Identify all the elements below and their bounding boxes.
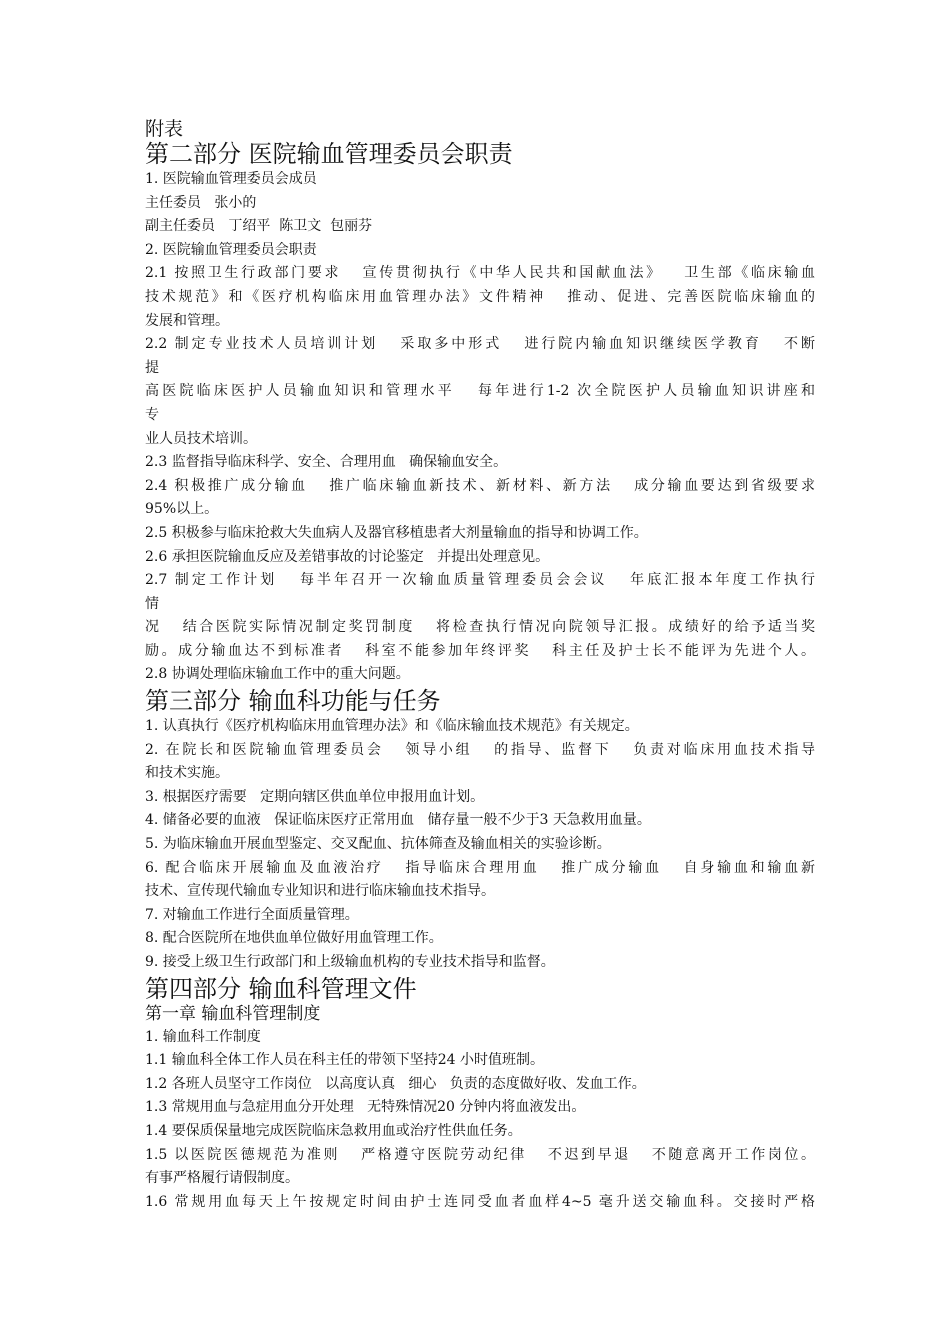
body-line: 1. 认真执行《医疗机构临床用血管理办法》和《临床输血技术规范》有关规定。 <box>145 718 639 735</box>
body-line: 5. 为临床输血开展血型鉴定、交叉配血、抗体筛查及输血相关的实验诊断。 <box>145 836 611 853</box>
body-line: 2.5 积极参与临床抢救大失血病人及器官移植患者大剂量输血的指导和协调工作。 <box>145 524 648 541</box>
document-page <box>145 118 815 1214</box>
body-line: 况 结合医院实际情况制定奖罚制度 将检查执行情况向院领导汇报。成绩好的给予适当奖 <box>145 619 815 636</box>
body-line: 有事严格履行请假制度。 <box>145 1170 299 1187</box>
body-line: 1. 输血科工作制度 <box>145 1028 261 1045</box>
body-line: 4. 储备必要的血液 保证临床医疗正常用血 储存量一般不少于3 天急救用血量。 <box>145 812 651 829</box>
body-line: 3. 根据医疗需要 定期向辖区供血单位申报用血计划。 <box>145 788 485 805</box>
body-line: 9. 接受上级卫生行政部门和上级输血机构的专业技术指导和监督。 <box>145 954 555 970</box>
body-line: 1.2 各班人员坚守工作岗位 以高度认真 细心 负责的态度做好收、发血工作。 <box>145 1075 646 1092</box>
part4-body <box>145 1026 815 1215</box>
body-line: 1.6 常规用血每天上午按规定时间由护士连同受血者血样4~5 毫升送交输血科。交接时严格 <box>145 1193 815 1210</box>
body-line: 2.2 制定专业技术人员培训计划 采取多中形式 进行院内输血知识继续医学教育 不断 <box>145 336 815 353</box>
body-line: 95%以上。 <box>145 501 219 518</box>
body-line: 业人员技术培训。 <box>145 430 257 447</box>
body-line: 2.3 监督指导临床科学、安全、合理用血 确保输血安全。 <box>145 454 508 471</box>
body-line: 主任委员 张小的 <box>145 194 257 211</box>
body-line: 1.1 输血科全体工作人员在科主任的带领下坚持24 小时值班制。 <box>145 1052 544 1069</box>
part4-heading: 第四部分 输血科管理文件 <box>145 974 417 1003</box>
body-line: 高医院临床医护人员输血知识和管理水平 每年进行1-2 次全院医护人员输血知识讲座和 <box>145 383 815 400</box>
body-line: 专 <box>145 406 159 423</box>
body-line: 技术规范》和《医疗机构临床用血管理办法》文件精神 推动、促进、完善医院临床输血的 <box>145 288 815 305</box>
part3-body <box>145 715 815 975</box>
body-line: 2.7 制定工作计划 每半年召开一次输血质量管理委员会会议 年底汇报本年度工作执行 <box>145 572 815 589</box>
body-line: 2. 医院输血管理委员会职责 <box>145 241 317 258</box>
body-line: 副主任委员 丁绍平 陈卫文 包丽芬 <box>145 218 373 235</box>
body-line: 7. 对输血工作进行全面质量管理。 <box>145 906 359 923</box>
body-line: 2.4 积极推广成分输血 推广临床输血新技术、新材料、新方法 成分输血要达到省级要求 <box>145 477 815 494</box>
body-line: 提 <box>145 359 159 376</box>
chapter-heading: 第一章 输血科管理制度 <box>145 1003 321 1024</box>
part2-body <box>145 168 815 687</box>
body-line: 2.8 协调处理临床输血工作中的重大问题。 <box>145 666 410 683</box>
body-line: 1. 医院输血管理委员会成员 <box>145 171 317 187</box>
body-line: 技术、宣传现代输血专业知识和进行临床输血技术指导。 <box>145 883 495 900</box>
body-line: 1.5 以医院医德规范为准则 严格遵守医院劳动纪律 不迟到早退 不随意离开工作岗位。 <box>145 1146 815 1163</box>
body-line: 励。成分输血达不到标准者 科室不能参加年终评奖 科主任及护士长不能评为先进个人。 <box>145 642 815 659</box>
part3-heading: 第三部分 输血科功能与任务 <box>145 687 441 716</box>
body-line: 1.3 常规用血与急症用血分开处理 无特殊情况20 分钟内将血液发出。 <box>145 1099 586 1116</box>
body-line: 8. 配合医院所在地供血单位做好用血管理工作。 <box>145 930 443 947</box>
body-line: 和技术实施。 <box>145 765 229 782</box>
body-line: 2.1 按照卫生行政部门要求 宣传贯彻执行《中华人民共和国献血法》 卫生部《临床输血 <box>145 265 815 282</box>
appendix-label: 附表 <box>145 118 184 140</box>
body-line: 情 <box>145 595 159 612</box>
part2-heading: 第二部分 医院输血管理委员会职责 <box>145 140 513 168</box>
body-line: 发展和管理。 <box>145 312 229 329</box>
body-line: 6. 配合临床开展输血及血液治疗 指导临床合理用血 推广成分输血 自身输血和输血新 <box>145 859 815 876</box>
body-line: 2. 在院长和医院输血管理委员会 领导小组 的指导、监督下 负责对临床用血技术指导 <box>145 741 815 758</box>
body-line: 2.6 承担医院输血反应及差错事故的讨论鉴定 并提出处理意见。 <box>145 548 550 565</box>
body-line: 1.4 要保质保量地完成医院临床急救用血或治疗性供血任务。 <box>145 1122 522 1139</box>
